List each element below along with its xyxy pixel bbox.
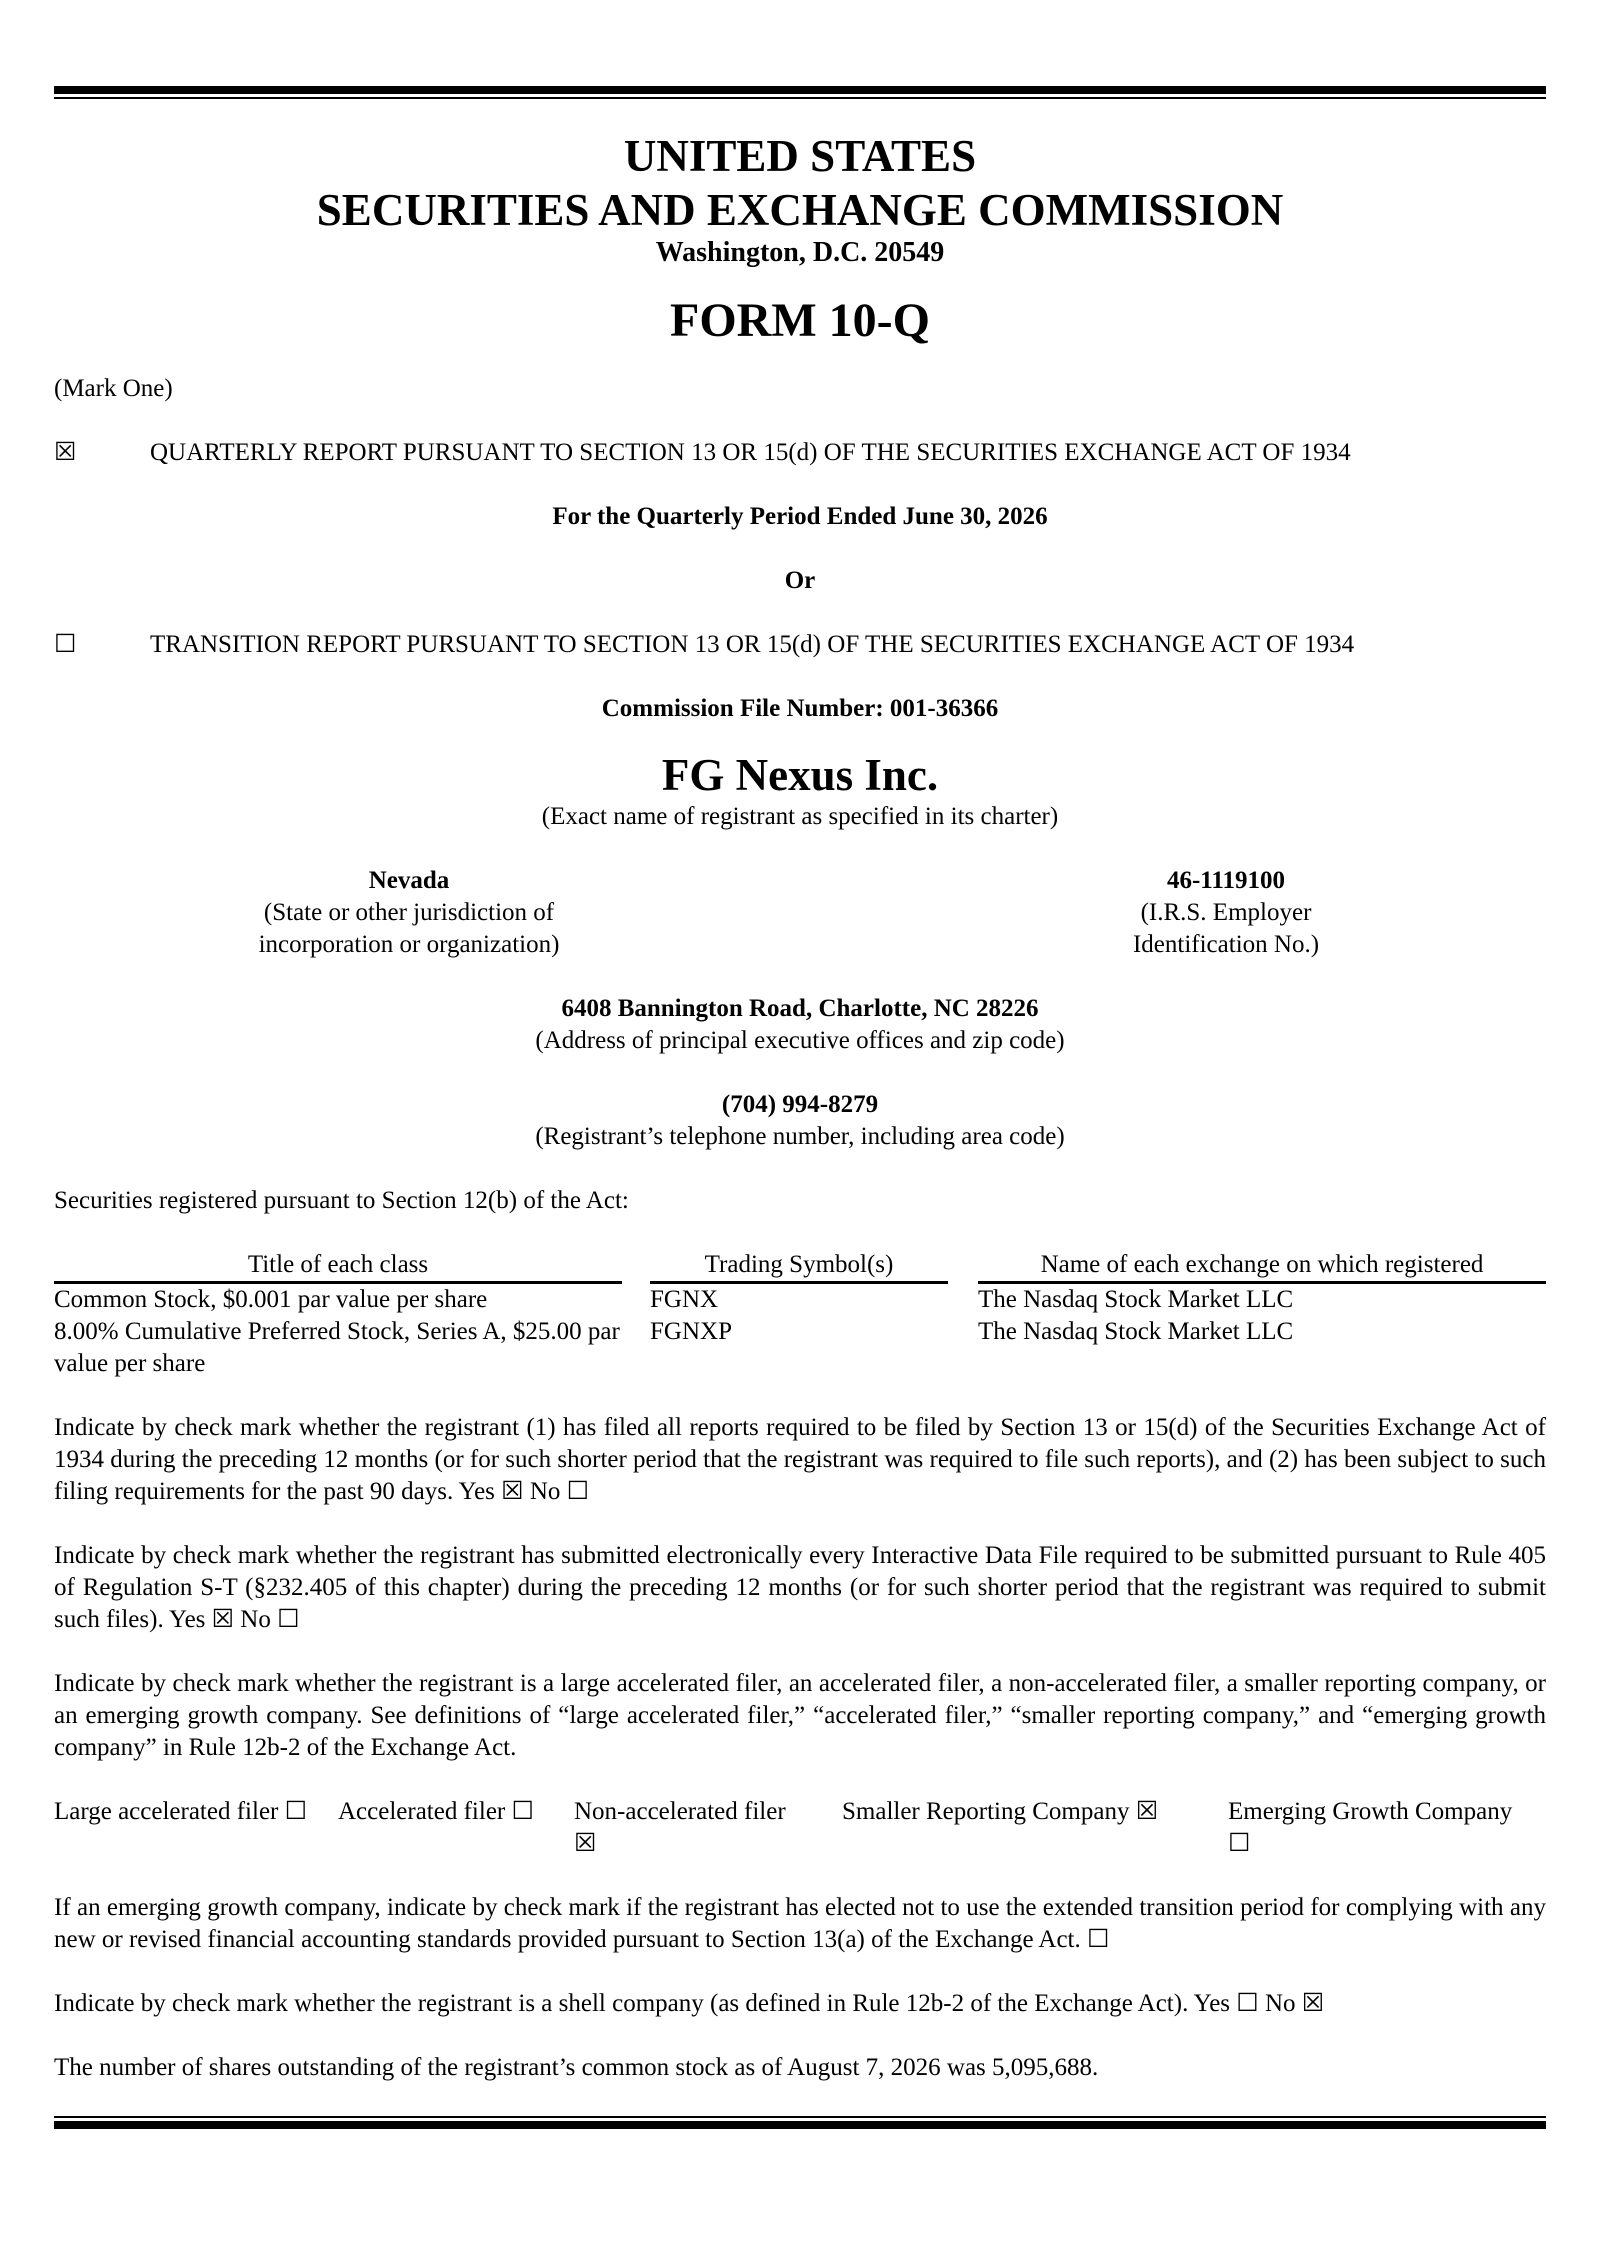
agency-title bbox=[54, 129, 1546, 237]
ein-caption-2: Identification No.) bbox=[1132, 931, 1320, 958]
jurisdiction-ein-block bbox=[54, 865, 1546, 961]
agency-city: Washington, D.C. 20549 bbox=[655, 237, 945, 268]
header-exchange: Name of each exchange on which registered bbox=[978, 1249, 1546, 1283]
egc-transition-paragraph: If an emerging growth company, indicate by check mark if the registrant has elected not to use the extended transition period for complying with any new or revised financial accounting standards provided pursuant to Section 13(a) of the Exchange Act. ☐ bbox=[54, 1894, 1546, 1953]
transition-report-line bbox=[54, 629, 1546, 661]
transition-checkbox[interactable]: ☐ bbox=[54, 631, 77, 658]
commission-file-number: Commission File Number: 001-36366 bbox=[601, 695, 999, 722]
security-title: 8.00% Cumulative Preferred Stock, Series A, $25.00 par value per share bbox=[54, 1318, 620, 1377]
form-page bbox=[54, 86, 1546, 2129]
shares-outstanding-paragraph: The number of shares outstanding of the registrant’s common stock as of August 7, 2026 was 5,095,688. bbox=[54, 2054, 1099, 2081]
securities-header-row bbox=[54, 1249, 1546, 1283]
non-accelerated-filer-label: Non-accelerated filer bbox=[574, 1798, 786, 1825]
table-row bbox=[54, 1316, 1546, 1380]
emerging-growth-company-label: Emerging Growth Company bbox=[1228, 1798, 1513, 1825]
securities-intro: Securities registered pursuant to Section 12(b) of the Act: bbox=[54, 1187, 629, 1214]
trading-symbol: FGNX bbox=[650, 1286, 719, 1313]
emerging-growth-company-checkbox[interactable]: ☐ bbox=[1228, 1830, 1251, 1857]
non-accelerated-filer-option[interactable] bbox=[574, 1796, 842, 1860]
state-value: Nevada bbox=[368, 867, 450, 894]
shell-company-paragraph: Indicate by check mark whether the registrant is a shell company (as defined in Rule 12b-2 of the Exchange Act). Yes ☐ No ☒ bbox=[54, 1990, 1325, 2017]
quarterly-report-line bbox=[54, 437, 1546, 469]
quarterly-period: For the Quarterly Period Ended June 30, 2026 bbox=[552, 503, 1048, 530]
state-caption-2: incorporation or organization) bbox=[258, 931, 560, 958]
exchange-name: The Nasdaq Stock Market LLC bbox=[978, 1286, 1294, 1313]
registrant-phone: (704) 994-8279 bbox=[721, 1091, 879, 1118]
ein-caption-1: (I.R.S. Employer bbox=[1140, 899, 1312, 926]
registrant-address: 6408 Bannington Road, Charlotte, NC 28226 bbox=[561, 995, 1039, 1022]
state-block bbox=[179, 865, 639, 961]
ein-value: 46-1119100 bbox=[1166, 867, 1286, 894]
state-caption-1: (State or other jurisdiction of bbox=[263, 899, 555, 926]
interactive-data-paragraph: Indicate by check mark whether the registrant has submitted electronically every Interactive Data File required to be submitted pursuant to Rule 405 of Regulation S-T (§232.405 of this chapter) during the preceding 12 months (or for such shorter period that the registrant was required to submit such files). Yes ☒ No ☐ bbox=[54, 1542, 1546, 1633]
accelerated-filer-option[interactable]: Accelerated filer ☐ bbox=[338, 1798, 534, 1825]
transition-report-text: TRANSITION REPORT PURSUANT TO SECTION 13 OR 15(d) OF THE SECURITIES EXCHANGE ACT OF 1934 bbox=[150, 631, 1355, 658]
top-double-rule bbox=[54, 86, 1546, 99]
quarterly-checkbox[interactable]: ☒ bbox=[54, 439, 77, 466]
form-title: FORM 10-Q bbox=[670, 294, 930, 347]
registrant-name-caption: (Exact name of registrant as specified in its charter) bbox=[541, 803, 1059, 830]
trading-symbol: FGNXP bbox=[650, 1318, 732, 1345]
emerging-growth-company-option[interactable] bbox=[1228, 1796, 1546, 1860]
header-trading-symbol: Trading Symbol(s) bbox=[650, 1249, 948, 1283]
agency-line-2: SECURITIES AND EXCHANGE COMMISSION bbox=[316, 185, 1284, 235]
registrant-phone-caption: (Registrant’s telephone number, including area code) bbox=[535, 1123, 1065, 1150]
agency-line-1: UNITED STATES bbox=[623, 131, 977, 181]
quarterly-report-text: QUARTERLY REPORT PURSUANT TO SECTION 13 OR 15(d) OF THE SECURITIES EXCHANGE ACT OF 1934 bbox=[150, 439, 1351, 466]
smaller-reporting-company-option[interactable]: Smaller Reporting Company ☒ bbox=[842, 1798, 1159, 1825]
securities-table bbox=[54, 1249, 1546, 1380]
security-title: Common Stock, $0.001 par value per share bbox=[54, 1286, 488, 1313]
filed-reports-paragraph: Indicate by check mark whether the registrant (1) has filed all reports required to be filed by Section 13 or 15(d) of the Securities Exchange Act of 1934 during the preceding 12 months (or for such shorter period that the registrant was required to file such reports), and (2) has been subject to such filing requirements for the past 90 days. Yes ☒ No ☐ bbox=[54, 1414, 1546, 1505]
non-accelerated-filer-checkbox[interactable]: ☒ bbox=[574, 1830, 597, 1857]
exchange-name: The Nasdaq Stock Market LLC bbox=[978, 1318, 1294, 1345]
table-row bbox=[54, 1283, 1546, 1317]
or-separator: Or bbox=[784, 567, 816, 594]
header-title-of-class: Title of each class bbox=[54, 1249, 622, 1283]
ein-block bbox=[996, 865, 1456, 961]
registrant-address-caption: (Address of principal executive offices and zip code) bbox=[535, 1027, 1065, 1054]
registrant-name: FG Nexus Inc. bbox=[661, 750, 939, 800]
filer-type-row bbox=[54, 1796, 1546, 1860]
mark-one: (Mark One) bbox=[54, 375, 173, 402]
filer-status-paragraph: Indicate by check mark whether the registrant is a large accelerated filer, an accelerated filer, a non-accelerated filer, a smaller reporting company, or an emerging growth company. See definitions of “large accelerated filer,” “accelerated filer,” “smaller reporting company,” and “emerging growth company” in Rule 12b-2 of the Exchange Act. bbox=[54, 1670, 1546, 1761]
bottom-double-rule bbox=[54, 2116, 1546, 2129]
large-accelerated-filer-option[interactable]: Large accelerated filer ☐ bbox=[54, 1798, 308, 1825]
